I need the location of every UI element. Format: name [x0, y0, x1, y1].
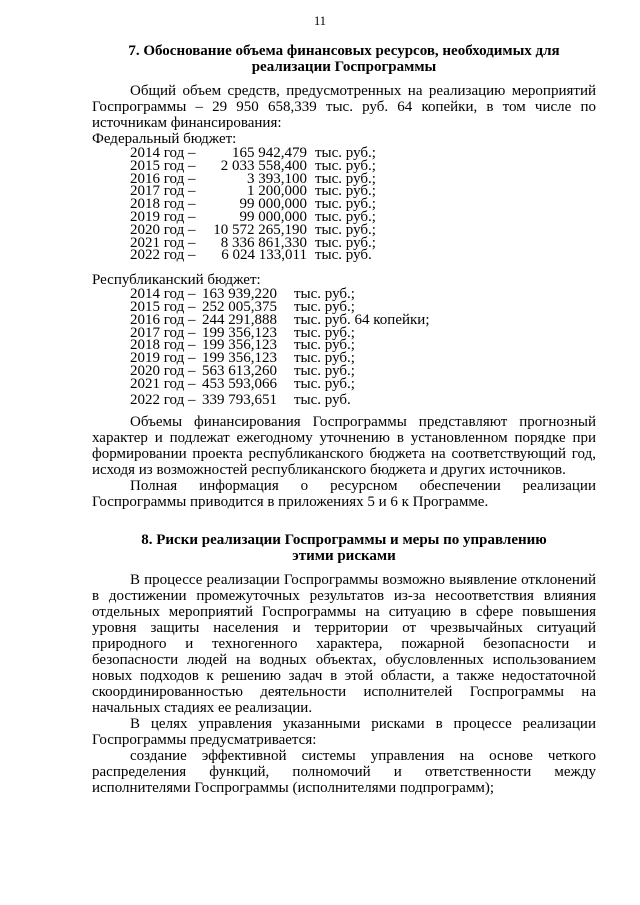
republic-budget-row — [130, 324, 596, 341]
risks-paragraph: В процессе реализации Госпрограммы возможно выявление отклонений в достижении промежуточных результатов из-за несоответствия влияния отдельных мероприятий Госпрограммы на ситуацию в сфере повышения уровня защиты населения и территории от чрезвычайных ситуаций природного и техногенного характера, пожарной безопасности и безопасности людей на водных объектах, обусловленных использованием новых подходов к решению задач в этой области, а также недостаточной скоординированностью деятельности исполнителей Госпрограммы на начальных стадиях ее реализации. — [92, 572, 596, 717]
unit: тыс. руб.; — [294, 375, 355, 392]
unit: тыс. руб.; — [315, 145, 376, 161]
unit: тыс. руб.; — [315, 208, 376, 225]
amount: 199 356,123 — [202, 350, 277, 367]
unit: тыс. руб. 64 копейки; — [294, 311, 430, 328]
republic-budget-row — [130, 311, 596, 328]
section-7-heading-line-1: 7. Обоснование объема финансовых ресурсов, необходимых для — [128, 43, 560, 59]
year: 2015 год – — [130, 157, 196, 174]
funding-intro-paragraph: Общий объем средств, предусмотренных на реализацию мероприятий Госпрограммы – 29 950 658,339 тыс. руб. 64 копейки, в том числе по источникам финансирования: — [92, 83, 596, 131]
page-number: 11 — [313, 14, 327, 28]
unit: тыс. руб.; — [294, 298, 355, 315]
year: 2021 год – — [130, 375, 196, 392]
amount: 453 593,066 — [202, 375, 277, 392]
year: 2016 год – — [130, 311, 196, 328]
amount: 3 393,100 — [247, 170, 307, 187]
amount: 252 005,375 — [202, 298, 277, 315]
year: 2017 год – — [130, 183, 196, 200]
amount: 199 356,123 — [202, 324, 277, 341]
republic-budget-row — [130, 391, 596, 408]
unit: тыс. руб.; — [294, 286, 355, 303]
unit: тыс. руб.; — [315, 157, 376, 174]
unit: тыс. руб.; — [315, 196, 376, 213]
unit: тыс. руб.; — [294, 324, 355, 341]
republic-budget-label: Республиканский бюджет: — [92, 272, 261, 289]
unit: тыс. руб.; — [294, 362, 355, 379]
year: 2016 год – — [130, 170, 196, 187]
amount: 8 336 861,330 — [220, 234, 307, 251]
unit: тыс. руб.; — [315, 221, 376, 238]
forecast-paragraph: Объемы финансирования Госпрограммы представляют прогнозный характер и подлежат ежегодному уточнению в установленном порядке при формировании проекта республиканского бюджета на соответствующий год, исходя из возможностей республиканского бюджета и других источников. — [92, 414, 596, 479]
amount: 2 033 558,400 — [220, 157, 307, 174]
unit: тыс. руб.; — [315, 234, 376, 251]
year: 2022 год – — [130, 391, 196, 408]
amount: 339 793,651 — [202, 391, 277, 408]
section-8-heading — [92, 532, 596, 564]
amount: 163 939,220 — [202, 286, 277, 303]
unit: тыс. руб.; — [294, 350, 355, 367]
section-7-heading — [92, 43, 596, 75]
year: 2018 год – — [130, 337, 196, 354]
resource-info-paragraph: Полная информация о ресурсном обеспечении реализации Госпрограммы приводится в приложениях 5 и 6 к Программе. — [92, 478, 596, 511]
amount: 1 200,000 — [247, 183, 307, 200]
amount: 244 291,888 — [202, 311, 277, 328]
republic-budget-row — [130, 352, 596, 365]
amount: 165 942,479 — [232, 145, 307, 161]
unit: тыс. руб. — [315, 247, 372, 264]
year: 2018 год – — [130, 196, 196, 213]
republic-budget-row — [130, 362, 596, 379]
section-8-heading-line-1: 8. Риски реализации Госпрограммы и меры по управлению — [141, 532, 547, 549]
amount: 563 613,260 — [202, 362, 277, 379]
republic-budget-row — [130, 375, 596, 392]
republic-budget-row — [130, 288, 596, 301]
unit: тыс. руб.; — [294, 337, 355, 354]
section-7-heading-line-2: реализации Госпрограммы — [251, 59, 437, 75]
risk-measures-paragraph: В целях управления указанными рисками в процессе реализации Госпрограммы предусматривается: — [92, 716, 596, 749]
year: 2022 год – — [130, 247, 196, 264]
unit: тыс. руб. — [294, 391, 351, 408]
measure-item-paragraph: создание эффективной системы управления на основе четкого распределения функций, полномочий и ответственности между исполнителями Госпрограммы (исполнителями подпрограмм); — [92, 748, 596, 797]
amount: 199 356,123 — [202, 337, 277, 354]
year: 2015 год – — [130, 298, 196, 315]
unit: тыс. руб.; — [315, 183, 376, 200]
document-body — [92, 43, 596, 796]
year: 2019 год – — [130, 208, 196, 225]
amount: 99 000,000 — [239, 208, 307, 225]
section-8-heading-line-2: этими рисками — [292, 548, 396, 565]
federal-budget-row — [130, 249, 596, 262]
amount: 99 000,000 — [239, 196, 307, 213]
republic-budget-row — [130, 339, 596, 352]
republic-budget-list — [130, 288, 596, 406]
year: 2014 год – — [130, 145, 196, 161]
year: 2019 год – — [130, 350, 196, 367]
amount: 6 024 133,011 — [221, 247, 307, 264]
year: 2020 год – — [130, 221, 196, 238]
federal-budget-list — [130, 147, 596, 262]
year: 2017 год – — [130, 324, 196, 341]
year: 2021 год – — [130, 234, 196, 251]
amount: 10 572 265,190 — [213, 221, 307, 238]
federal-budget-label: Федеральный бюджет: — [92, 131, 237, 147]
year: 2014 год – — [130, 286, 196, 303]
unit: тыс. руб.; — [315, 170, 376, 187]
year: 2020 год – — [130, 362, 196, 379]
